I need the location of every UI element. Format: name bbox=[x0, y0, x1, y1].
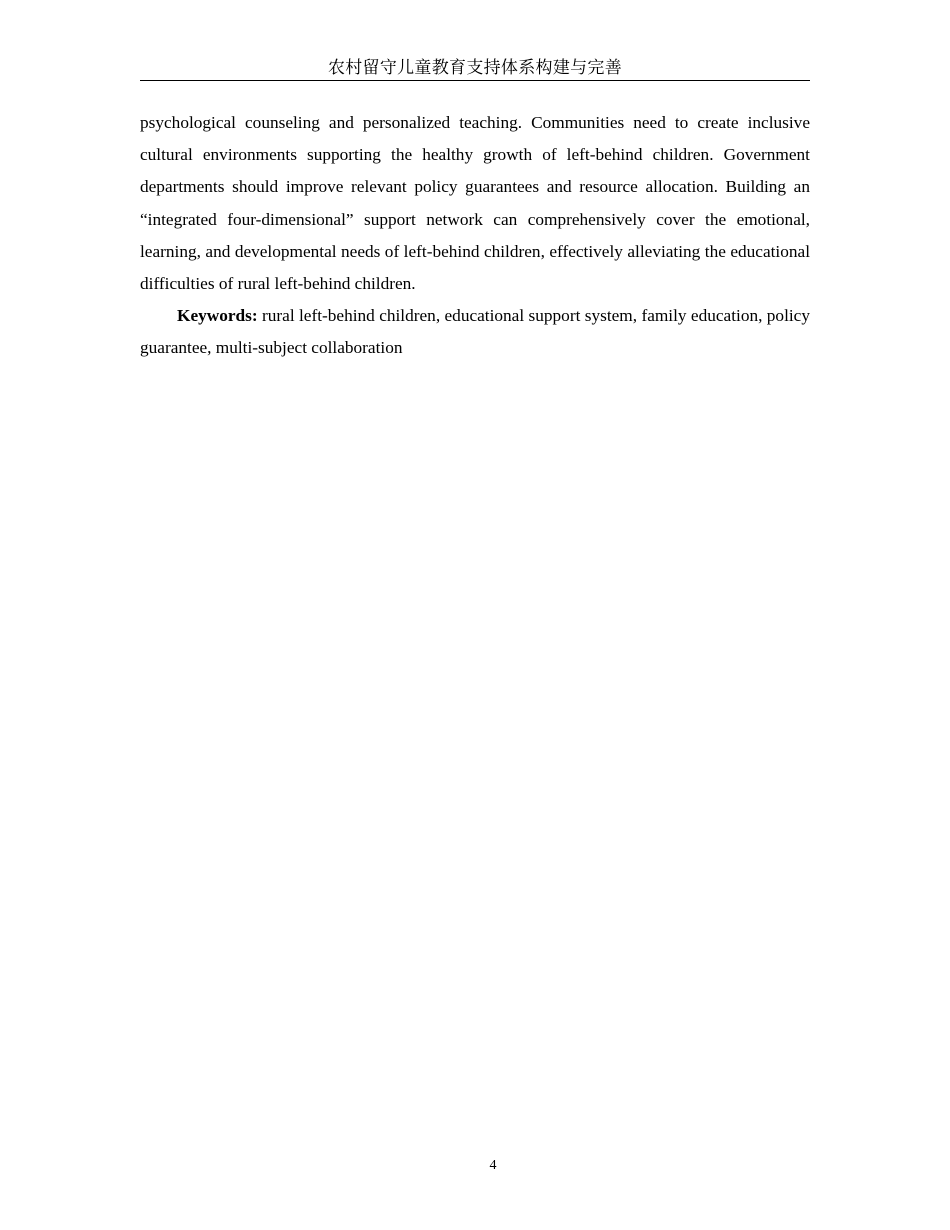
keywords-list: rural left-behind children, educational support system, family education, policy guarantee, multi-subject collaboration bbox=[140, 306, 810, 358]
keywords-label: Keywords: bbox=[177, 306, 258, 326]
page-number: 4 bbox=[489, 1158, 497, 1173]
running-header: 农村留守儿童教育支持体系构建与完善 bbox=[140, 56, 810, 81]
keywords-paragraph bbox=[140, 300, 810, 364]
abstract-paragraph: psychological counseling and personalized teaching. Communities need to create inclusive cultural environments supporting the healthy growth of left-behind children. Government departments should improve relevant policy guarantees and resource allocation. Building an “integrated four-dimensional” support network can comprehensively cover the emotional, learning, and developmental needs of left-behind children, effectively alleviating the educational difficulties of rural left-behind children. bbox=[140, 113, 810, 294]
abstract-body bbox=[140, 107, 810, 365]
